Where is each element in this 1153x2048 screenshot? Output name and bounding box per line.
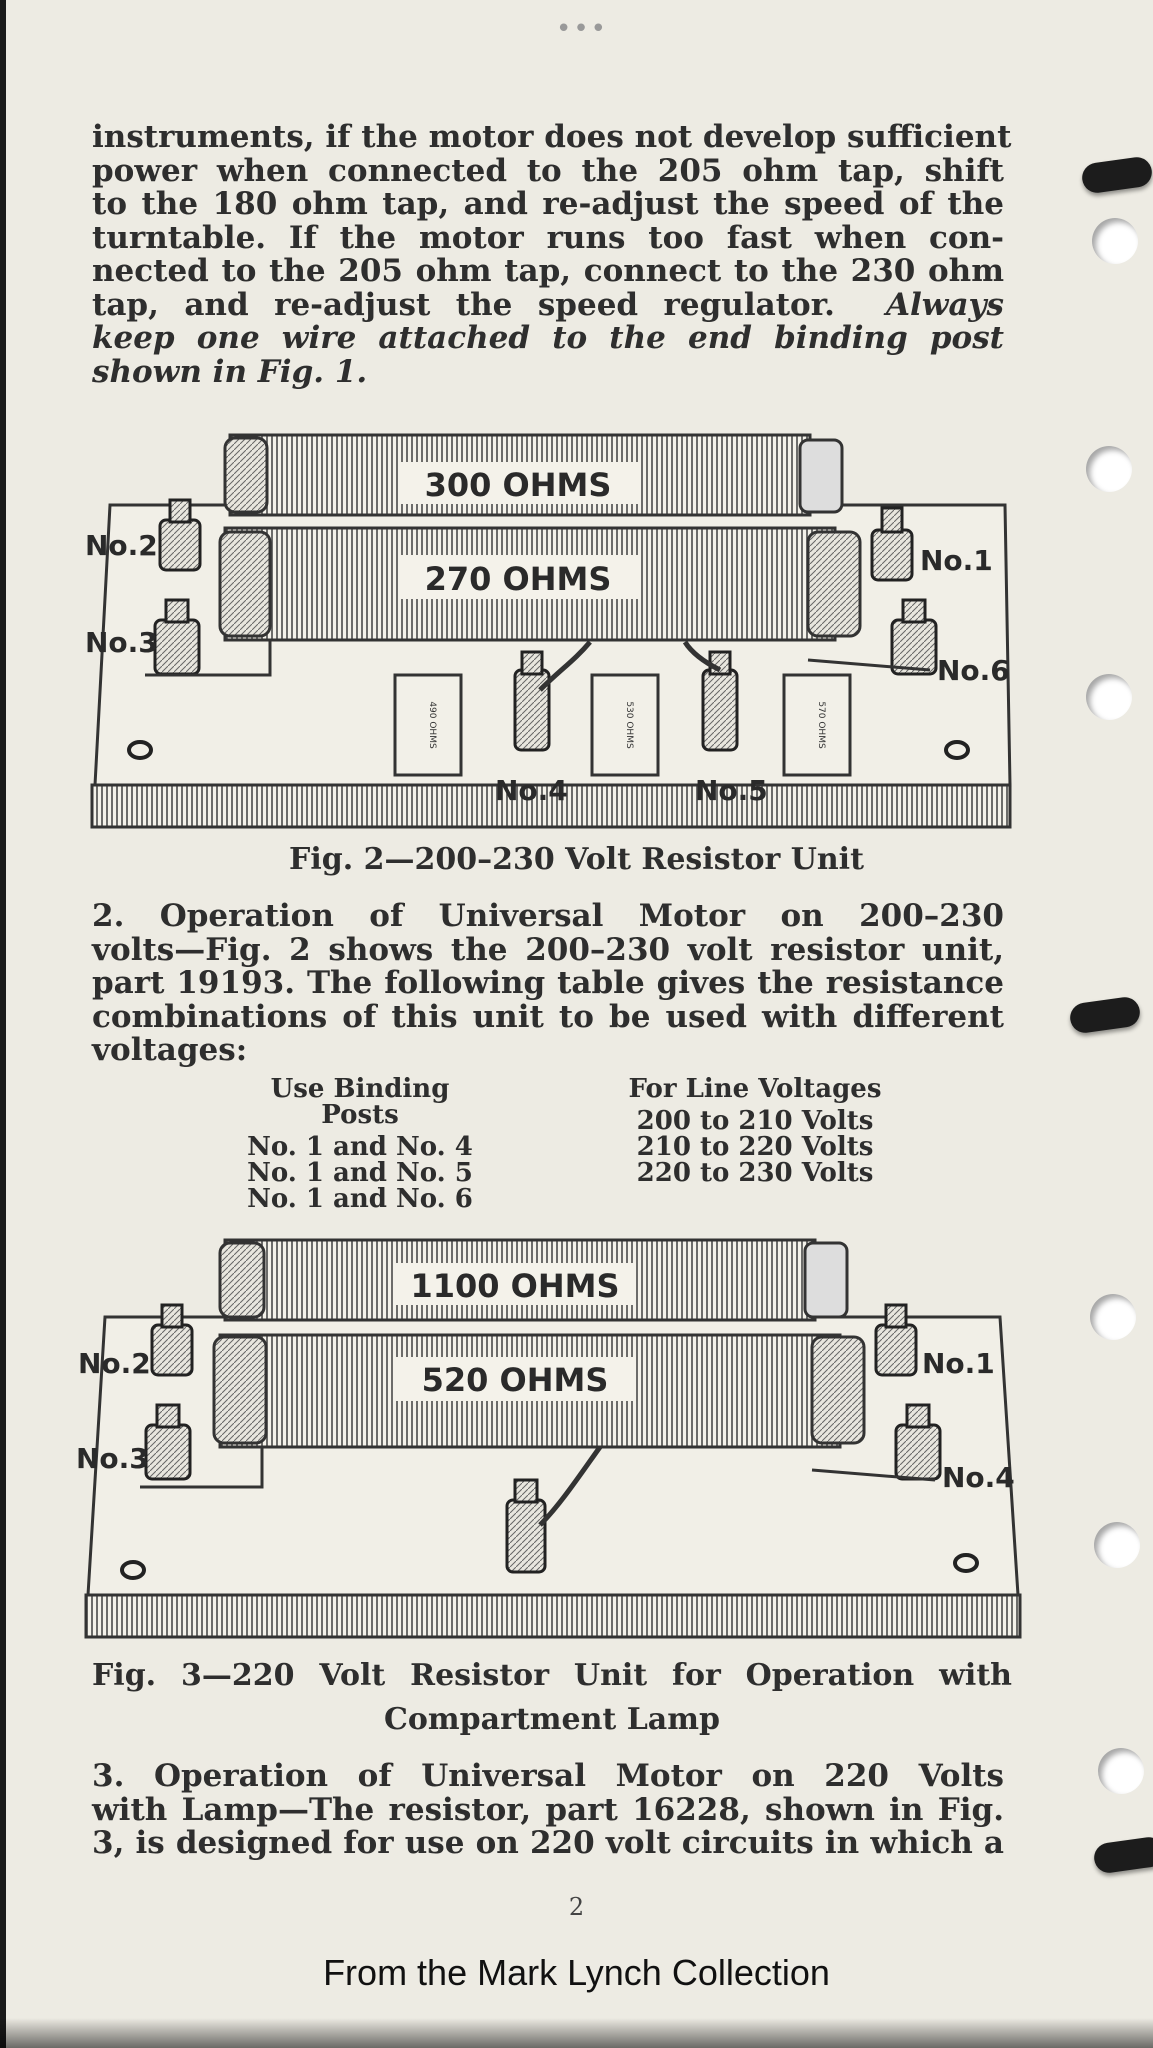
tap-plate-b-label: 530 OHMS — [624, 701, 634, 749]
paragraph-italic: Always — [885, 286, 1005, 323]
paragraph-line: turntable. If the motor runs too fast when con- — [92, 219, 1004, 256]
caption-line: Fig. 3—220 Volt Resistor Unit for Operation with — [92, 1658, 1012, 1693]
more-options-icon[interactable]: ••• — [556, 14, 609, 44]
paragraph-line: to the 180 ohm tap, and re-adjust the speed of the — [92, 186, 1004, 222]
paragraph-line: 3. Operation of Universal Motor on 220 Volts — [92, 1758, 1004, 1794]
paragraph-2 — [92, 900, 1004, 1068]
resistor-bottom-label: 520 OHMS — [421, 1361, 609, 1399]
binder-ring-bottom — [1092, 1835, 1153, 1874]
paragraph-line: volts—Fig. 2 shows the 200–230 volt resistor unit, — [92, 931, 1004, 968]
figure-2-caption: Fig. 2—200–230 Volt Resistor Unit — [289, 842, 864, 877]
paragraph-line-text: tap, and re-adjust the speed regulator. — [92, 286, 835, 323]
table-cell: 200 to 210 Volts — [636, 1106, 874, 1136]
collection-credit: From the Mark Lynch Collection — [323, 1952, 830, 1993]
resistor-bottom-cap-right — [808, 532, 860, 636]
resistor-top-cap-right — [800, 440, 842, 512]
label-no3: No.3 — [85, 626, 158, 659]
paragraph-line: 3, is designed for use on 220 volt circuits in which a — [92, 1825, 1004, 1861]
paragraph-3 — [92, 1760, 1004, 1861]
label-no4: No.4 — [942, 1461, 1015, 1494]
resistor-bottom-cap-left — [214, 1337, 266, 1443]
page-edge — [0, 0, 6, 2048]
label-no4: No.4 — [495, 774, 568, 807]
resistor-bottom-cap-left — [220, 532, 270, 636]
table-cell: 210 to 220 Volts — [636, 1132, 874, 1162]
table-cell: No. 1 and No. 4 — [247, 1132, 473, 1162]
table-column-posts — [230, 1076, 490, 1212]
binder-ring-top — [1080, 155, 1153, 194]
binder-hole — [1098, 1748, 1144, 1794]
paragraph-line: power when connected to the 205 ohm tap, shift — [92, 152, 1004, 189]
label-no1: No.1 — [922, 1347, 995, 1380]
resistor-top-label: 300 OHMS — [424, 466, 612, 504]
figure-3-caption — [92, 1654, 1012, 1742]
table-cell: No. 1 and No. 6 — [247, 1184, 473, 1214]
tap-plate-c-label: 570 OHMS — [816, 701, 826, 749]
paragraph-line: instruments, if the motor does not develop sufficient — [92, 119, 1012, 155]
label-no2: No.2 — [85, 529, 158, 562]
label-no6: No.6 — [937, 654, 1010, 687]
resistor-top-label: 1100 OHMS — [410, 1267, 620, 1305]
table-cell: No. 1 and No. 5 — [247, 1158, 473, 1188]
page-number: 2 — [568, 1893, 585, 1921]
paragraph-italic: shown in Fig. 1. — [92, 353, 368, 390]
label-no2: No.2 — [78, 1347, 151, 1380]
resistor-top-cap-right — [805, 1243, 847, 1317]
paragraph-1 — [92, 119, 1012, 390]
paragraph-italic: keep one wire attached to the end binding post — [92, 320, 1004, 356]
figure-3-resistor-unit — [0, 1225, 1153, 1645]
resistor-top-cap-left — [220, 1243, 264, 1317]
resistor-top-cap-left — [225, 438, 267, 512]
paragraph-line: nected to the 205 ohm tap, connect to the 230 ohm — [92, 253, 1004, 289]
resistor-bottom-cap-right — [812, 1337, 864, 1443]
binder-hole — [1092, 218, 1138, 264]
resistor-bottom-label: 270 OHMS — [424, 560, 612, 598]
label-no5: No.5 — [695, 774, 768, 807]
paragraph-line: with Lamp—The resistor, part 16228, shown in Fig. — [92, 1791, 1004, 1828]
paragraph-line: voltages: — [92, 1032, 248, 1068]
base-board-front — [86, 1595, 1020, 1637]
binder-ring-middle — [1068, 995, 1141, 1034]
paragraph-line: 2. Operation of Universal Motor on 200–230 — [92, 898, 1004, 934]
paragraph-line — [92, 286, 1005, 323]
figure-2-resistor-unit — [0, 420, 1153, 840]
page-shadow — [0, 2018, 1153, 2048]
table-header: For Line Voltages — [628, 1074, 882, 1104]
caption-line: Compartment Lamp — [384, 1702, 720, 1737]
table-cell: 220 to 230 Volts — [636, 1158, 874, 1188]
label-no3: No.3 — [76, 1442, 149, 1475]
table-header: Use Binding Posts — [270, 1074, 450, 1130]
table-column-voltages — [610, 1076, 900, 1186]
label-no1: No.1 — [920, 544, 993, 577]
paragraph-line: combinations of this unit to be used with different — [92, 998, 1004, 1035]
tap-plate-a-label: 490 OHMS — [427, 701, 437, 749]
paragraph-line: part 19193. The following table gives the resistance — [92, 965, 1004, 1001]
